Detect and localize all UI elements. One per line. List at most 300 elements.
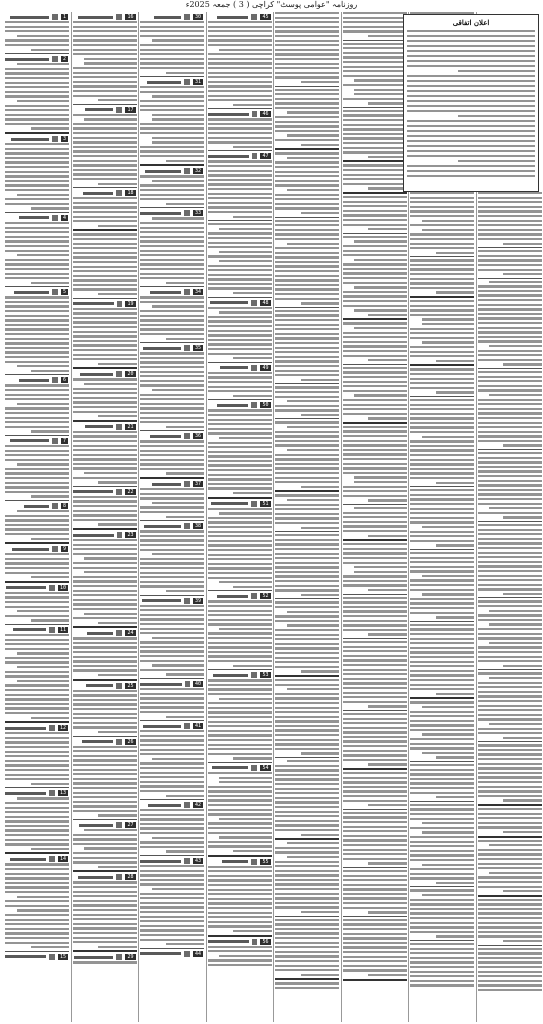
text-line [478,408,542,410]
text-line [410,314,474,316]
text-line [140,273,204,275]
text-line [422,323,474,325]
text-line [17,63,69,65]
text-line [208,739,272,741]
text-line [140,417,204,419]
text-line [5,384,69,386]
text-line [287,760,339,762]
text-line [140,614,204,616]
text-line [166,943,204,945]
text-line [208,517,272,519]
text-line [73,923,137,925]
text-line [5,310,69,312]
case-number: 49 [262,364,269,371]
text-line [140,227,204,229]
text-line [478,452,542,454]
article-head [5,56,69,62]
text-line [219,260,271,262]
text-line [208,72,272,74]
article-divider [275,916,339,917]
text-line [343,224,407,226]
text-line [219,512,271,514]
text-line [436,882,474,884]
text-line [208,619,272,621]
text-line [503,243,541,245]
text-line [233,146,271,148]
text-line [233,216,271,218]
text-line [343,893,407,895]
text-line [275,815,339,817]
notice-line [407,95,535,97]
article-head [208,111,272,117]
text-line [343,291,407,293]
text-line [5,863,69,865]
text-line [410,498,474,500]
text-line [152,137,204,139]
text-line [140,702,204,704]
text-line [5,820,69,822]
text-line [140,623,204,625]
text-line [5,703,69,705]
text-line [343,615,407,617]
text-line [410,943,474,945]
text-line [73,886,137,888]
article-divider [275,490,339,492]
text-line [84,557,136,559]
text-line [301,594,339,596]
text-line [73,553,137,555]
text-line [275,284,339,286]
text-line [208,165,272,167]
text-line [410,859,474,861]
text-line [287,426,339,428]
article-divider [208,855,272,857]
text-line [343,875,407,877]
text-line [140,767,204,769]
text-line [410,238,474,240]
text-line [410,665,474,667]
text-line [5,118,69,120]
text-line [140,818,204,820]
text-line [478,556,542,558]
text-line [73,726,137,728]
case-number: 40 [194,681,201,688]
text-line [343,584,407,586]
text-line [354,481,406,483]
text-line [478,984,542,986]
notice-line [407,75,535,77]
text-line [343,548,407,550]
text-line [410,724,474,726]
text-line [5,184,69,186]
text-line [343,449,407,451]
text-line [140,697,204,699]
article-divider [73,819,137,820]
text-line [343,178,407,180]
text-line [301,752,339,754]
text-line [5,171,69,173]
text-line [343,486,407,488]
text-line [275,553,339,555]
text-line [73,694,137,696]
text-line [478,744,542,746]
text-line [73,173,137,175]
text-line [343,458,407,460]
text-line [73,778,137,780]
text-line [368,862,406,864]
text-line [208,67,272,69]
text-line [73,746,137,748]
article-divider [343,809,407,810]
text-line [354,327,406,329]
text-line [73,67,137,69]
text-line [275,356,339,358]
text-line [478,886,542,888]
text-line [73,805,137,807]
text-line [140,459,204,461]
text-line [208,925,272,927]
case-number: 15 [59,953,66,960]
text-line [275,35,339,37]
text-line [478,660,542,662]
text-line [478,776,542,778]
text-line [368,417,406,419]
text-line [208,879,272,881]
text-line [140,841,204,843]
article-head [140,951,204,957]
text-line [478,858,542,860]
case-number: 46 [262,111,269,118]
text-line [140,870,204,872]
text-line [343,26,407,28]
headline-rule [83,192,113,195]
text-line [410,579,474,581]
text-line [140,929,204,931]
text-line [140,781,204,783]
text-line [166,590,204,592]
text-line [140,21,204,23]
text-line [5,91,69,93]
text-line [410,841,474,843]
article-divider [5,852,69,854]
text-line [98,946,136,948]
text-line [343,781,407,783]
text-line [140,902,204,904]
text-line [422,822,474,824]
text-line [5,751,69,753]
text-line [410,688,474,690]
text-line [343,750,407,752]
text-line [410,273,474,275]
text-line [17,896,69,898]
text-line [478,308,542,310]
text-line [208,632,272,634]
text-line [410,224,474,226]
text-line [5,21,69,23]
text-line [343,426,407,428]
text-line [275,765,339,767]
text-line [343,816,407,818]
text-line [140,893,204,895]
text-line [140,506,204,508]
text-line [343,254,407,256]
text-line [478,931,542,933]
text-line [140,155,204,157]
text-line [343,12,407,14]
text-line [275,396,339,398]
text-line [73,392,137,394]
case-number: 47 [262,153,269,160]
text-line [208,540,272,542]
headline-rule [86,684,113,687]
case-icon [184,14,190,20]
text-line [73,81,137,83]
text-line [73,261,137,263]
text-line [208,255,272,257]
text-line [489,394,541,396]
text-line [73,256,137,258]
text-line [478,255,542,257]
text-line [410,197,474,199]
text-line [275,743,339,745]
text-line [478,192,542,194]
text-line [140,35,204,37]
article-head [208,153,272,159]
text-line [478,758,542,760]
text-line [5,746,69,748]
text-line [422,575,474,577]
text-line [5,643,69,645]
text-line [73,169,137,171]
text-line [343,124,407,126]
notice-line [407,155,535,157]
case-icon [184,345,190,351]
text-line [140,618,204,620]
text-line [73,792,137,794]
text-line [410,873,474,875]
text-line [5,834,69,836]
text-line [73,358,137,360]
case-icon [52,503,58,509]
text-line [208,893,272,895]
headline-rule [150,291,181,294]
text-line [478,350,542,352]
text-line [98,622,136,624]
text-line [410,877,474,879]
case-number: 9 [62,546,66,553]
text-line [5,203,69,205]
text-line [343,435,407,437]
text-line [5,356,69,358]
case-number: 17 [127,106,134,113]
article-head [208,14,272,20]
text-line [343,345,407,347]
text-line [84,829,136,831]
text-line [140,194,204,196]
text-line [140,539,204,541]
text-line [73,669,137,671]
text-line [208,531,272,533]
text-line [478,466,542,468]
text-line [208,684,272,686]
notice-line [458,160,535,162]
text-line [301,834,339,836]
article-divider [478,945,542,946]
text-line [343,853,407,855]
text-line [208,242,272,244]
text-line [343,512,407,514]
text-line [343,30,407,32]
text-line [275,265,339,267]
text-line [208,223,272,225]
case-number: 35 [194,345,201,352]
text-line [73,440,137,442]
article-head [73,107,137,113]
text-line [410,984,474,986]
text-line [422,706,474,708]
text-line [5,843,69,845]
headline-rule [152,483,181,486]
text-line [275,897,339,899]
text-line [140,865,204,867]
case-number: 20 [127,371,134,378]
text-line [140,407,204,409]
text-line [410,468,474,470]
text-line [73,722,137,724]
text-line [275,517,339,519]
text-line [140,268,204,270]
case-icon [52,215,58,221]
text-line [343,381,407,383]
text-line [17,652,69,654]
article-divider [275,978,339,980]
text-line [410,309,474,311]
headline-rule [6,586,46,589]
text-line [98,99,136,101]
article-head [5,856,69,862]
article-head [73,301,137,307]
text-line [233,357,271,359]
text-line [140,879,204,881]
headline-rule [74,956,113,959]
text-line [503,940,541,942]
text-line [354,507,406,509]
text-line [275,310,339,312]
text-line [275,342,339,344]
text-line [5,301,69,303]
article-divider [140,286,204,287]
text-line [5,394,69,396]
text-line [73,861,137,863]
case-number: 16 [127,14,134,20]
text-line [287,449,339,451]
article-divider [208,150,272,151]
case-number: 12 [59,725,66,732]
case-number: 48 [262,299,269,306]
text-line [275,566,339,568]
text-line [5,319,69,321]
text-line [275,652,339,654]
text-line [208,390,272,392]
text-line [301,212,339,214]
text-line [208,423,272,425]
text-line [410,404,474,406]
text-line [5,417,69,419]
text-line [478,786,542,788]
text-line [5,615,69,617]
column-text [208,14,272,966]
article-divider [140,855,204,856]
text-line [478,908,542,910]
text-line [275,409,339,411]
text-line [5,268,69,270]
text-line [73,123,137,125]
text-line [73,646,137,648]
text-line [73,454,137,456]
text-line [275,229,339,231]
text-line [73,95,137,97]
text-line [73,764,137,766]
article-head [208,365,272,371]
text-line [275,928,339,930]
text-line [343,84,407,86]
text-line [219,955,271,957]
text-line [73,496,137,498]
text-line [410,300,474,302]
column-text [5,14,69,960]
text-line [478,853,542,855]
text-line [343,205,407,207]
notice-line [407,105,535,107]
text-line [410,282,474,284]
text-line [478,317,542,319]
case-icon [251,365,257,371]
text-line [73,909,137,911]
text-line [73,857,137,859]
text-line [343,268,407,270]
text-line [166,160,204,162]
text-line [5,732,69,734]
article-divider [478,804,542,806]
text-line [368,187,406,189]
text-line [343,659,407,661]
text-line [478,651,542,653]
text-line [343,75,407,77]
text-line [208,600,272,602]
text-line [343,137,407,139]
text-line [343,951,407,953]
text-line [422,864,474,866]
text-line [343,669,407,671]
text-line [368,228,406,230]
text-line [275,870,339,872]
text-line [343,830,407,832]
text-line [5,572,69,574]
text-line [275,40,339,42]
text-line [140,250,204,252]
article-head [140,523,204,529]
article-head [208,859,272,865]
text-line [478,863,542,865]
text-line [410,850,474,852]
text-line [478,700,542,702]
text-line [275,932,339,934]
text-line [73,435,137,437]
text-line [343,812,407,814]
text-line [208,478,272,480]
text-line [275,194,339,196]
text-line [208,81,272,83]
